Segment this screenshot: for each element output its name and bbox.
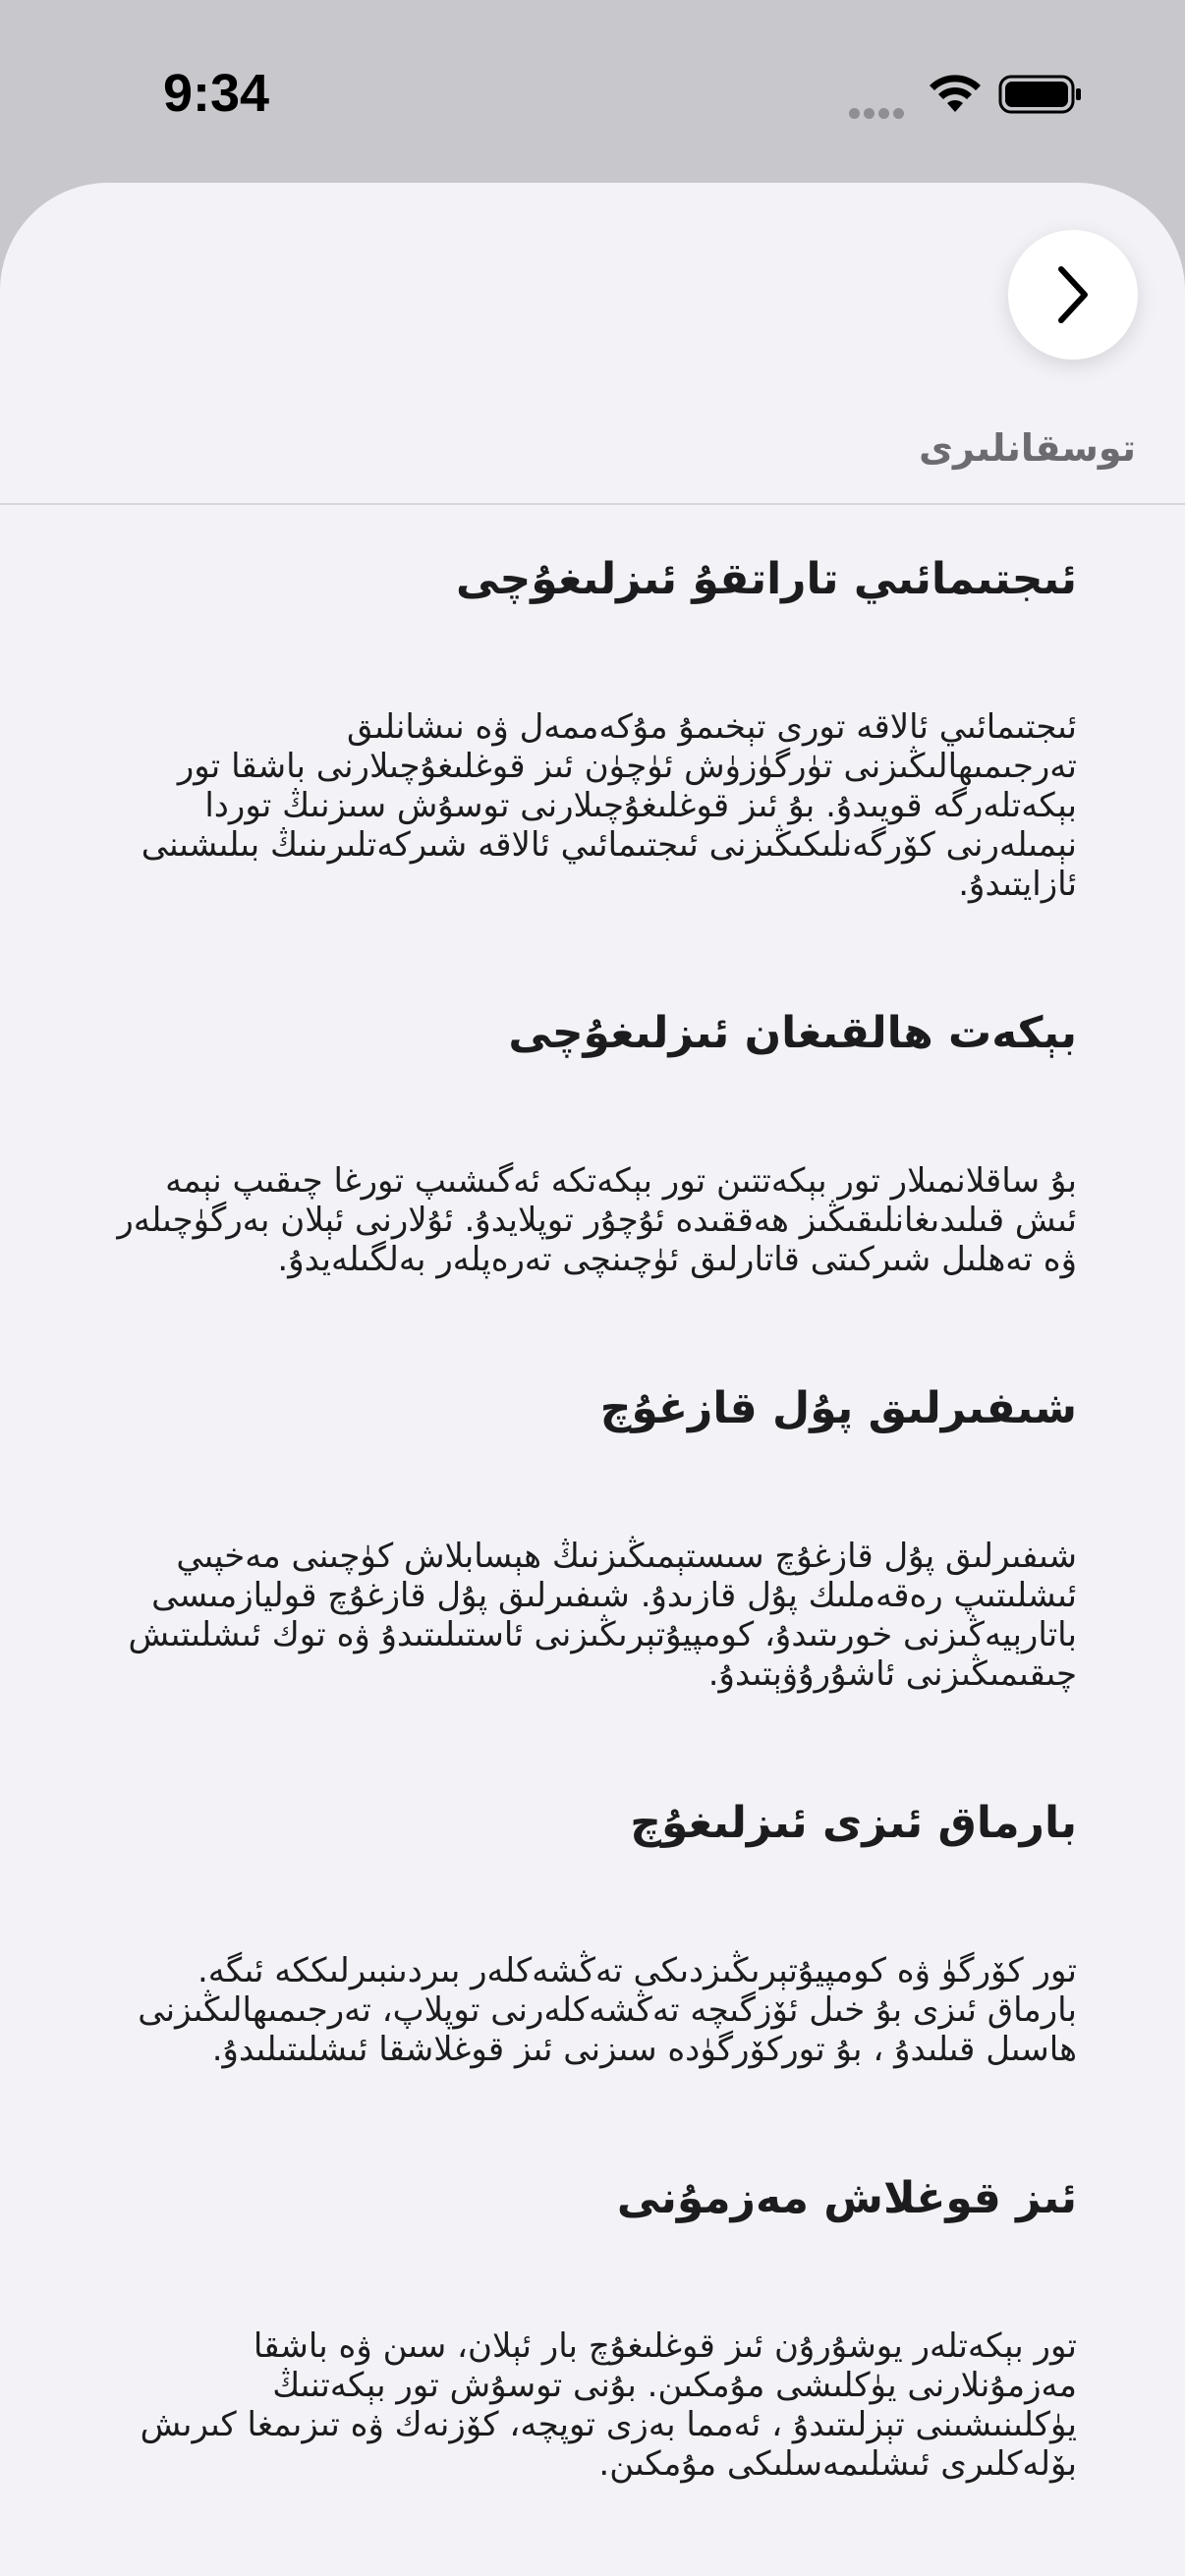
trackers-sheet: [0, 183, 1185, 2576]
section-cross-site-tracker: [108, 990, 1077, 1279]
section-title: ئىز قوغلاش مەزمۇنى: [616, 2173, 1077, 2223]
battery-icon: [998, 73, 1083, 116]
section-title: بارماق ئىزى ئىزلىغۇچ: [630, 1798, 1077, 1848]
wifi-icon: [928, 73, 983, 116]
forward-button[interactable]: [1008, 230, 1138, 360]
section-title: ئىجتىمائىي تاراتقۇ ئىزلىغۇچى: [456, 554, 1077, 604]
section-title: بېكەت ھالقىغان ئىزلىغۇچى: [508, 1008, 1077, 1058]
page-title: توسقانلىرى: [919, 426, 1136, 470]
section-cryptominer: [108, 1366, 1077, 1694]
section-fingerprinter: [108, 1780, 1077, 2069]
section-social-media-tracker: [108, 536, 1077, 904]
chevron-right-icon: [1053, 263, 1093, 326]
section-description: شىفىرلىق پۇل قازغۇچ سىستېمىڭىزنىڭ ھېسابلاش كۈچىنى مەخپىي ئىشلىتىپ رەقەملىك پۇل قازىدۇ. شىفىرلىق پۇل قازغۇچ قوليازمىسى باتارېيەڭىزنى خورىتىدۇ، كومپيۇتېرىڭىزنى ئاستىلىتىدۇ ۋە توك ئىشلىتىش چىقىمىڭىزنى ئاشۇرۇۋېتىدۇ.: [128, 1537, 1077, 1694]
header-divider: [0, 503, 1185, 505]
trackers-list: [108, 536, 1077, 2570]
section-description: بۇ ساقلانمىلار تور بېكەتتىن تور بېكەتكە ئەگىشىپ تورغا چىقىپ نېمە ئىش قىلىدىغانلىقىڭىز ھەققىدە ئۇچۇر توپلايدۇ. ئۇلارنى ئېلان بەرگۈچىلەر ۋە تەھلىل شىركىتى قاتارلىق ئۈچىنچى تەرەپلەر بەلگىلەيدۇ.: [117, 1161, 1077, 1279]
status-time: 9:34: [163, 64, 270, 123]
cellular-signal-icon: [849, 104, 908, 116]
section-description: ئىجتىمائىي ئالاقە تورى تېخىمۇ مۇكەممەل ۋە نىشانلىق تەرجىمىھالىڭىزنى تۈرگۈزۈش ئۈچۈن ئىز قوغلىغۇچىلارنى باشقا تور بېكەتلەرگە قويىدۇ. بۇ ئىز قوغلىغۇچىلارنى توسۇش سىزنىڭ توردا نېمىلەرنى كۆرگەنلىكىڭىزنى ئىجتىمائىي ئالاقە شىركەتلىرىنىڭ بىلىشىنى ئازايتىدۇ.: [141, 707, 1077, 904]
section-description: تور بېكەتلەر يوشۇرۇن ئىز قوغلىغۇچ بار ئېلان، سىن ۋە باشقا مەزمۇنلارنى يۈكلىشى مۇمكىن. بۇنى توسۇش تور بېكەتنىڭ يۈكلىنىشىنى تېزلىتىدۇ ، ئەمما بەزى توپچە، كۆزنەك ۋە تىزىمغا كىرىش بۆلەكلىرى ئىشلىمەسلىكى مۇمكىن.: [140, 2326, 1077, 2484]
section-title: شىفىرلىق پۇل قازغۇچ: [599, 1383, 1077, 1433]
section-description: تور كۆرگۈ ۋە كومپيۇتېرىڭىزدىكى تەڭشەكلەر بىردىنبىرلىككە ئىگە. بارماق ئىزى بۇ خىل ئۆزگىچە تەڭشەكلەرنى توپلاپ، تەرجىمىھالىڭىزنى ھاسىل قىلىدۇ ، بۇ توركۆرگۈدە سىزنى ئىز قوغلاشقا ئىشلىتىلىدۇ.: [138, 1951, 1077, 2069]
status-bar: [0, 0, 1185, 187]
section-tracking-content: [108, 2156, 1077, 2484]
